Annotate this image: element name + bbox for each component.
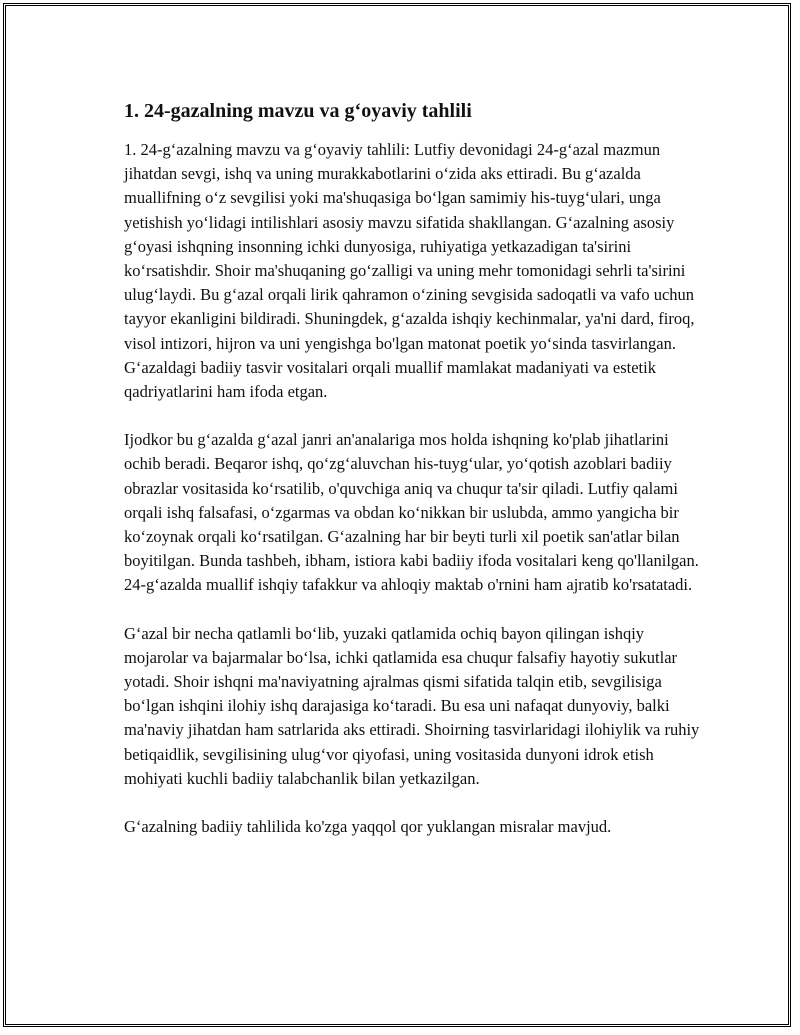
paragraph-3: G‘azal bir necha qatlamli bo‘lib, yuzaki qatlamida ochiq bayon qilingan ishqiy mojarolar va bajarmalar bo‘lsa, ichki qatlamida esa chuqur falsafiy hayotiy sukutlar yotadi. Shoir ishqni ma'naviyatning ajralmas qismi sifatida talqin etib, sevgilisiga bo‘lgan ishqini ilohiy ishq darajasiga ko‘taradi. Bu esa uni nafaqat dunyoviy, balki ma'naviy jihatdan ham satrlarida aks ettiradi. Shoirning tasvirlaridagi ilohiylik va ruhiy betiqaidlik, sevgilisining ulug‘vor qiyofasi, uning vositasida dunyoni idrok etish mohiyati kuchli badiiy talabchanlik bilan yetkazilgan. [124, 623, 700, 788]
page-content [124, 98, 704, 863]
paragraph-1: 1. 24-g‘azalning mavzu va g‘oyaviy tahlili: Lutfiy devonidagi 24-g‘azal mazmun jihatdan sevgi, ishq va uning murakkabotlarini o‘zida aks ettiradi. Bu g‘azalda muallifning o‘z sevgilisi yoki ma'shuqasiga bo‘lgan samimiy his-tuyg‘ulari, unga yetishish yo‘lidagi intilishlari asosiy mavzu sifatida shakllangan. G‘azalning asosiy g‘oyasi ishqning insonning ichki dunyosiga, ruhiyatiga yetkazadigan ta'sirini ko‘rsatishdir. Shoir ma'shuqaning go‘zalligi va uning mehr tomonidagi sehrli ta'sirini ulug‘laydi. Bu g‘azal orqali lirik qahramon o‘zining sevgisida sadoqatli va vafo uchun tayyor ekanligini bildiradi. Shuningdek, g‘azalda ishqiy kechinmalar, ya'ni dard, firoq, visol intizori, hijron va uni yengishga bo'lgan matonat poetik yo‘sinda tasvirlangan. G‘azaldagi badiiy tasvir vositalari orqali muallif mamlakat madaniyati va estetik qadriyatlarini ham ifoda etgan. [124, 140, 695, 402]
page-frame [3, 3, 791, 1027]
paragraph-4: G‘azalning badiiy tahlilida ko'zga yaqqol qor yuklangan misralar mavjud. [124, 817, 612, 837]
section-heading: 1. 24-gazalning mavzu va g‘oyaviy tahlili [124, 100, 472, 122]
paragraph-2: Ijodkor bu g‘azalda g‘azal janri an'analariga mos holda ishqning ko'plab jihatlarini ochib beradi. Beqaror ishq, qo‘zg‘aluvchan his-tuyg‘ular, yo‘qotish azoblari badiiy obrazlar vositasida ko‘rsatilib, o'quvchiga aniq va chuqur ta'sir qiladi. Lutfiy qalami orqali ishq falsafasi, o‘zgarmas va obdan ko‘nikkan bir uslubda, ammo yangicha bir ko‘zoynak orqali ko‘rsatilgan. G‘azalning har bir beyti turli xil poetik san'atlar bilan boyitilgan. Bunda tashbeh, ibham, istiora kabi badiiy ifoda vositalari keng qo'llanilgan. 24-g‘azalda muallif ishqiy tafakkur va ahloqiy maktab o'rnini ham ajratib ko'rsatatadi. [124, 430, 699, 595]
